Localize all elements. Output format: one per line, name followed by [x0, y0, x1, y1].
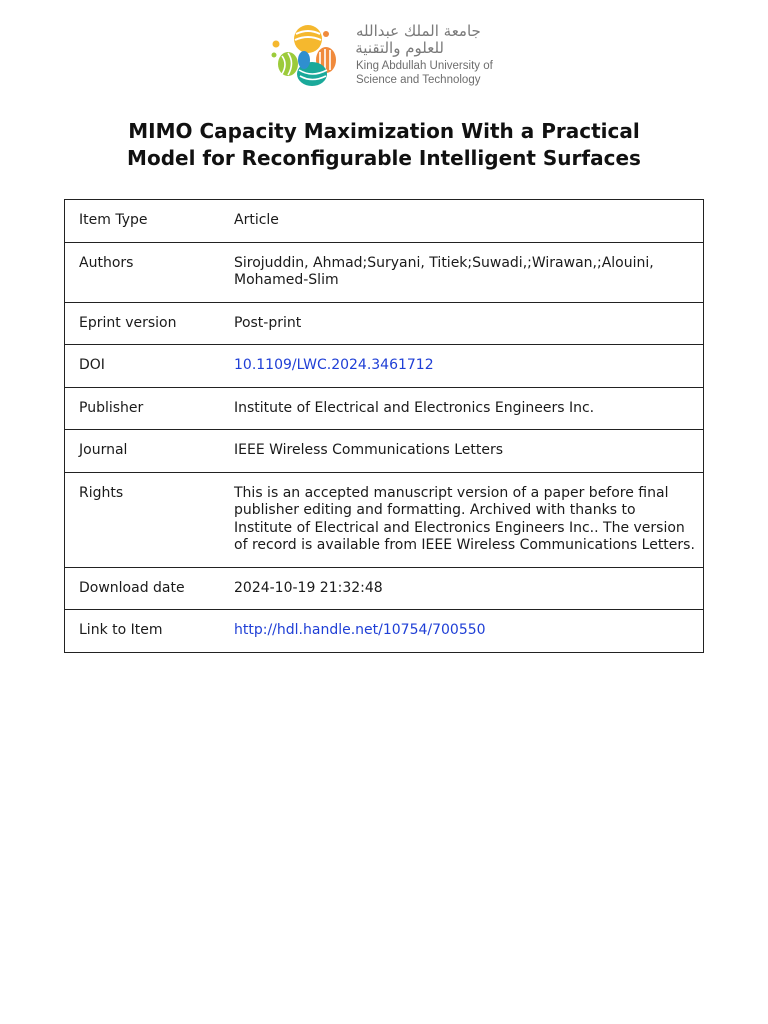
row-value-download-date: 2024-10-19 21:32:48: [224, 567, 704, 610]
table-row: [65, 610, 704, 653]
table-row: [65, 472, 704, 567]
row-label-download-date: Download date: [65, 567, 225, 610]
row-value-authors: Sirojuddin, Ahmad;Suryani, Titiek;Suwadi,;Wirawan,;Alouini, Mohamed-Slim: [224, 242, 704, 302]
kaust-emblem-icon: [268, 22, 344, 90]
logo-arabic-line2: للعلوم والتقنية: [355, 39, 444, 57]
item-link[interactable]: http://hdl.handle.net/10754/700550: [234, 622, 486, 638]
row-label-journal: Journal: [65, 430, 225, 473]
row-label-authors: Authors: [65, 242, 225, 302]
logo-english-line1: King Abdullah University of: [356, 60, 493, 72]
table-row: [65, 242, 704, 302]
metadata-table: [64, 199, 704, 653]
title-line2: Model for Reconfigurable Intelligent Surfaces: [127, 146, 641, 170]
row-label-doi: DOI: [65, 345, 225, 388]
row-value-link-cell: [224, 610, 704, 653]
row-value-publisher: Institute of Electrical and Electronics Engineers Inc.: [224, 387, 704, 430]
table-row: [65, 567, 704, 610]
row-value-doi-cell: [224, 345, 704, 388]
logo-english-line2: Science and Technology: [356, 74, 481, 86]
table-row: [65, 387, 704, 430]
row-label-publisher: Publisher: [65, 387, 225, 430]
row-value-eprint-version: Post-print: [224, 302, 704, 345]
table-row: [65, 345, 704, 388]
title-line1: MIMO Capacity Maximization With a Practical: [128, 119, 640, 143]
table-row: [65, 200, 704, 243]
row-label-rights: Rights: [65, 472, 225, 567]
table-row: [65, 430, 704, 473]
row-label-eprint-version: Eprint version: [65, 302, 225, 345]
kaust-logo: [268, 20, 508, 92]
row-value-rights: This is an accepted manuscript version of a paper before final publisher editing and formatting. Archived with thanks to Institute of Electrical and Electronics Engineers Inc.. The version of record is available from IEEE Wireless Communications Letters.: [224, 472, 704, 567]
table-row: [65, 302, 704, 345]
row-value-journal: IEEE Wireless Communications Letters: [224, 430, 704, 473]
row-label-item-type: Item Type: [65, 200, 225, 243]
row-label-link-to-item: Link to Item: [65, 610, 225, 653]
logo-arabic-line1: جامعة الملك عبدالله: [356, 22, 481, 40]
doi-link[interactable]: 10.1109/LWC.2024.3461712: [234, 357, 434, 373]
row-value-item-type: Article: [224, 200, 704, 243]
document-title: [64, 118, 704, 172]
